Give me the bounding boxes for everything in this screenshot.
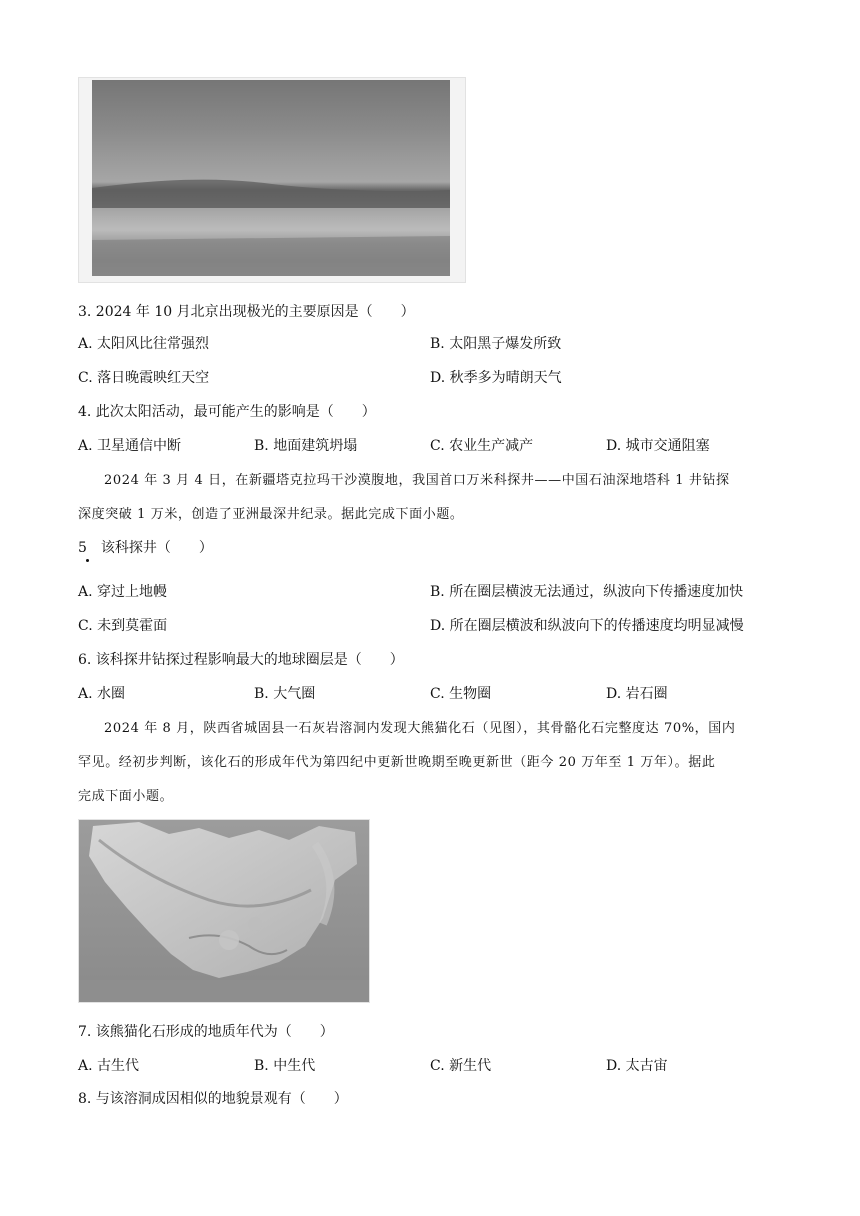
q3-option-a: A. 太阳风比往常强烈 xyxy=(78,336,210,352)
q5-option-d: D. 所在圈层横波和纵波向下的传播速度均明显减慢 xyxy=(430,618,744,634)
q4-option-b: B. 地面建筑坍塌 xyxy=(254,438,358,454)
q7-option-c: C. 新生代 xyxy=(430,1058,492,1074)
question-3-stem: 3. 2024 年 10 月北京出现极光的主要原因是（ ） xyxy=(78,304,415,320)
q6-option-b: B. 大气圈 xyxy=(254,686,316,702)
q7-option-d: D. 太古宙 xyxy=(606,1058,668,1074)
question-6-stem: 6. 该科探井钻探过程影响最大的地球圈层是（ ） xyxy=(78,652,404,668)
q6-option-c: C. 生物圈 xyxy=(430,686,492,702)
question-7-stem: 7. 该熊猫化石形成的地质年代为（ ） xyxy=(78,1024,334,1040)
panda-fossil-photo xyxy=(78,819,370,1003)
q5-option-a: A. 穿过上地幔 xyxy=(78,584,168,600)
question-8-stem: 8. 与该溶洞成因相似的地貌景观有（ ） xyxy=(78,1091,348,1107)
passage-2-line-2: 罕见。经初步判断，该化石的形成年代为第四纪中更新世晚期至晚更新世（距今 20 万年至 1 万年）。据此 xyxy=(78,755,716,770)
passage-2-line-1: 2024 年 8 月，陕西省城固县一石灰岩溶洞内发现大熊猫化石（见图），其骨骼化石完整度达 70%，国内 xyxy=(104,721,736,736)
q3-option-d: D. 秋季多为晴朗天气 xyxy=(430,370,562,386)
aurora-landscape-photo xyxy=(78,77,466,283)
question-5-stem: 5 该科探井（ ） xyxy=(78,540,213,556)
q6-option-a: A. 水圈 xyxy=(78,686,126,702)
q4-option-c: C. 农业生产减产 xyxy=(430,438,534,454)
q7-option-a: A. 古生代 xyxy=(78,1058,140,1074)
q6-option-d: D. 岩石圈 xyxy=(606,686,668,702)
passage-1-line-1: 2024 年 3 月 4 日，在新疆塔克拉玛干沙漠腹地，我国首口万米科探井——中国石油深地塔科 1 井钻探 xyxy=(104,473,730,488)
passage-2-line-3: 完成下面小题。 xyxy=(78,789,174,804)
q5-option-c: C. 未到莫霍面 xyxy=(78,618,168,634)
q4-option-d: D. 城市交通阻塞 xyxy=(606,438,710,454)
q5-option-b: B. 所在圈层横波无法通过，纵波向下传播速度加快 xyxy=(430,584,744,600)
q7-option-b: B. 中生代 xyxy=(254,1058,316,1074)
stray-dot-mark xyxy=(86,559,89,562)
question-4-stem: 4. 此次太阳活动，最可能产生的影响是（ ） xyxy=(78,404,376,420)
q4-option-a: A. 卫星通信中断 xyxy=(78,438,182,454)
passage-1-line-2: 深度突破 1 万米，创造了亚洲最深井纪录。据此完成下面小题。 xyxy=(78,507,464,522)
q3-option-c: C. 落日晚霞映红天空 xyxy=(78,370,210,386)
q3-option-b: B. 太阳黑子爆发所致 xyxy=(430,336,562,352)
